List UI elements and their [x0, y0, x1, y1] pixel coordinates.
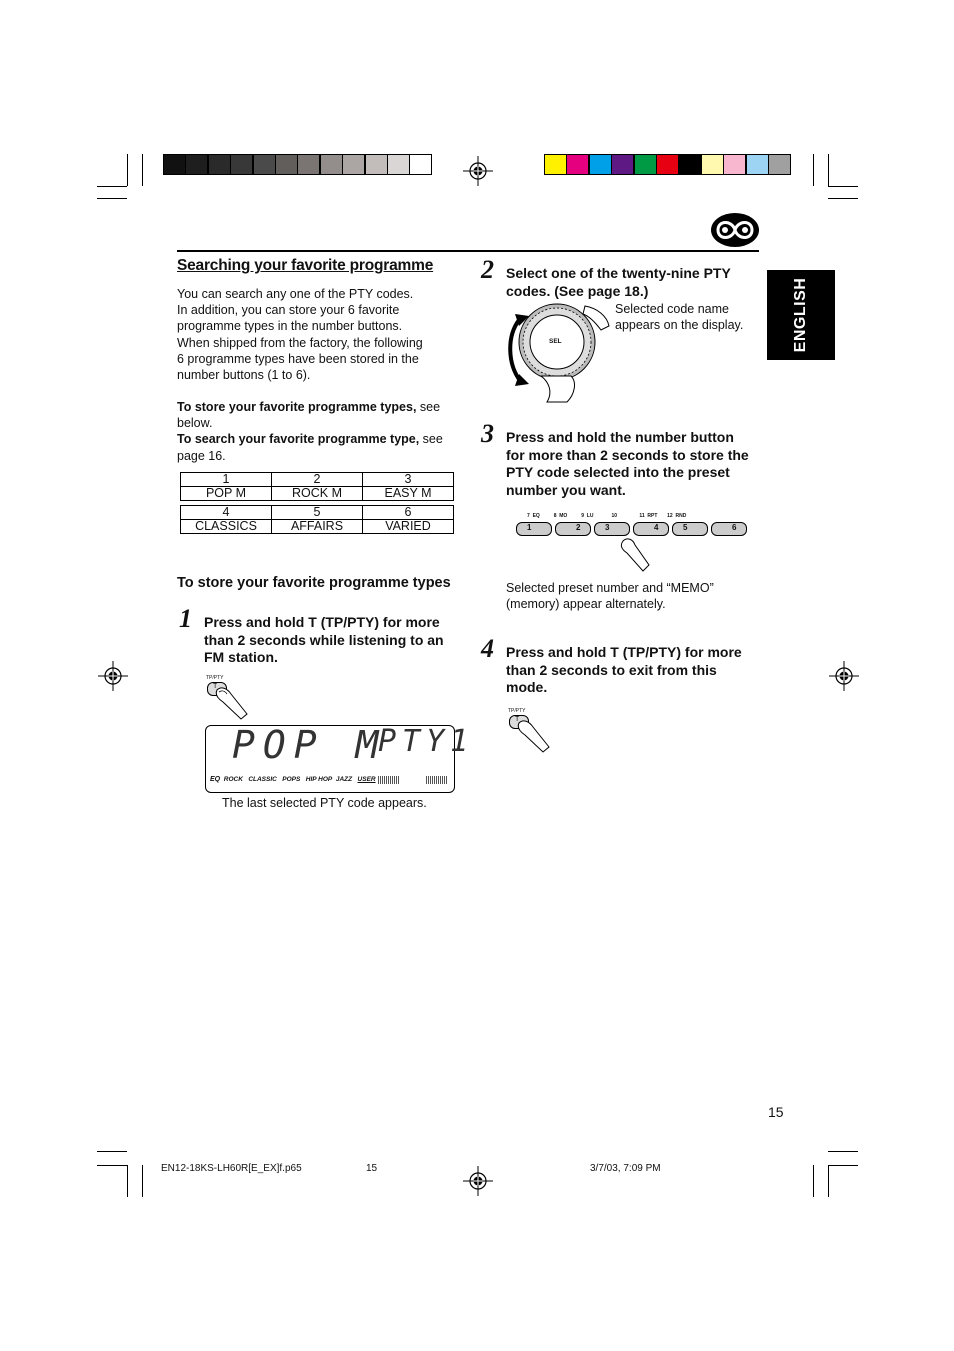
- preset-button-2[interactable]: 2: [555, 522, 591, 536]
- preset-number: 3: [363, 473, 454, 487]
- footer-date: 3/7/03, 7:09 PM: [590, 1163, 661, 1174]
- finger-icon: [619, 537, 655, 573]
- preset-number: 5: [272, 506, 363, 520]
- preset-number: 4: [181, 506, 272, 520]
- step1-instruction: Press and hold T (TP/PTY) for more than 2 seconds while listening to an FM station.: [204, 614, 444, 666]
- eq-label-row: EQ ROCK CLASSIC POPS HIP HOP JAZZ USER: [210, 776, 376, 783]
- crop-mark: [97, 1151, 127, 1152]
- color-swatch: [723, 154, 746, 175]
- step-number: 2: [481, 255, 494, 284]
- tp-pty-button[interactable]: T: [509, 715, 529, 729]
- preset-name: ROCK M: [272, 487, 363, 501]
- gray-swatch: [320, 154, 343, 175]
- display-panel: [205, 723, 475, 793]
- display-sub-text: PTY1: [378, 724, 475, 759]
- color-swatch: [589, 154, 612, 175]
- preset-number: 6: [363, 506, 454, 520]
- preset-name: CLASSICS: [181, 520, 272, 534]
- section-title: Searching your favorite programme: [177, 257, 434, 274]
- color-swatch: [746, 154, 769, 175]
- footer-page: 15: [366, 1163, 378, 1174]
- registration-mark-icon: [463, 1166, 493, 1196]
- gray-swatch: [185, 154, 208, 175]
- tp-pty-button[interactable]: T: [207, 682, 227, 696]
- store-reference: To store your favorite programme types, see: [177, 400, 441, 414]
- gray-swatch: [387, 154, 410, 175]
- button-caption: TP/PTY: [508, 708, 526, 714]
- crop-mark: [828, 198, 858, 199]
- gray-swatch: [275, 154, 298, 175]
- crop-mark: [813, 1165, 814, 1197]
- step-number: 4: [481, 634, 494, 663]
- gray-swatch: [297, 154, 320, 175]
- button-caption: TP/PTY: [206, 675, 224, 681]
- crop-mark: [97, 186, 127, 187]
- intro-line: In addition, you can store your 6 favorite: [177, 303, 400, 318]
- crop-mark: [127, 154, 128, 186]
- crop-mark: [142, 1165, 143, 1197]
- color-swatch: [544, 154, 567, 175]
- intro-paragraph: [177, 286, 452, 383]
- intro-line: programme types in the number buttons.: [177, 319, 403, 334]
- intro-line: number buttons (1 to 6).: [177, 368, 311, 383]
- language-tab: [767, 270, 835, 360]
- level-meter-left: [378, 776, 400, 784]
- registration-mark-icon: [98, 661, 128, 691]
- intro-line: You can search any one of the PTY codes.: [177, 287, 414, 301]
- preset-table-row2: [180, 505, 454, 534]
- color-swatch: [678, 154, 701, 175]
- crop-mark: [828, 186, 858, 187]
- search-reference-line2: page 16.: [177, 448, 226, 463]
- crop-mark: [127, 1165, 128, 1197]
- crop-mark: [97, 198, 127, 199]
- registration-mark-icon: [463, 156, 493, 186]
- preset-number: 1: [181, 473, 272, 487]
- step2-instruction: Select one of the twenty-nine PTY codes. (See page 18.): [506, 265, 731, 299]
- tp-pty-button-illustration: [507, 707, 557, 755]
- preset-name: AFFAIRS: [272, 520, 363, 534]
- color-swatch: [566, 154, 589, 175]
- footer-file: EN12-18KS-LH60R[E_EX]f.p65: [161, 1163, 302, 1174]
- gray-swatch: [365, 154, 388, 175]
- preset-name: POP M: [181, 487, 272, 501]
- step3-caption: Selected preset number and “MEMO” (memory) appear alternately.: [506, 581, 714, 611]
- header-rule: [177, 250, 759, 252]
- finger-icon: [517, 719, 551, 753]
- radio-section-icon: [710, 212, 760, 248]
- cross-references: [177, 399, 457, 464]
- store-reference-line2: below.: [177, 416, 213, 431]
- sel-knob-illustration: [505, 302, 613, 408]
- color-swatch: [701, 154, 724, 175]
- sel-knob-label[interactable]: SEL: [549, 338, 562, 345]
- display-caption: The last selected PTY code appears.: [222, 796, 427, 810]
- preset-button-3[interactable]: 3: [594, 522, 630, 536]
- crop-mark: [828, 154, 829, 186]
- subsection-title: To store your favorite programme types: [177, 575, 451, 591]
- step-number: 3: [481, 419, 494, 448]
- gray-swatch: [230, 154, 253, 175]
- gray-swatch: [342, 154, 365, 175]
- level-meter-right: [426, 776, 448, 784]
- preset-name: EASY M: [363, 487, 454, 501]
- language-tab-label: ENGLISH: [792, 277, 809, 353]
- crop-mark: [828, 1151, 858, 1152]
- display-main-text: POP M: [232, 723, 387, 767]
- search-reference: To search your favorite programme type, see: [177, 432, 443, 447]
- tp-pty-button-illustration: [205, 674, 255, 722]
- button-top-labels: 7 EQ 8 MO 9 LU 10 11 RPT 12 RND: [527, 513, 687, 519]
- step2-note: Selected code name appears on the display.: [615, 302, 744, 332]
- crop-mark: [813, 154, 814, 186]
- preset-button-4[interactable]: 4: [633, 522, 669, 536]
- step-number: 1: [179, 604, 192, 633]
- registration-mark-icon: [829, 661, 859, 691]
- step4-instruction: Press and hold T (TP/PTY) for more than 2 seconds to exit from this mode.: [506, 644, 742, 696]
- page-number: 15: [768, 1104, 784, 1120]
- intro-line: 6 programme types have been stored in the: [177, 351, 419, 366]
- crop-mark: [828, 1165, 829, 1197]
- finger-icon: [215, 686, 249, 720]
- step3-instruction: Press and hold the number button for more than 2 seconds to store the PTY code selected into the preset number you want.: [506, 429, 749, 498]
- preset-number: 2: [272, 473, 363, 487]
- crop-mark: [142, 154, 143, 186]
- color-swatch: [634, 154, 657, 175]
- gray-swatch: [208, 154, 231, 175]
- crop-mark: [828, 1165, 858, 1166]
- number-buttons-illustration: [515, 513, 755, 573]
- crop-mark: [97, 1165, 127, 1166]
- gray-swatch: [409, 154, 432, 175]
- gray-swatch: [163, 154, 186, 175]
- intro-line: When shipped from the factory, the following: [177, 335, 423, 350]
- color-swatch: [611, 154, 634, 175]
- preset-button-6[interactable]: 6: [711, 522, 747, 536]
- preset-button-1[interactable]: 1: [516, 522, 552, 536]
- preset-name: VARIED: [363, 520, 454, 534]
- color-swatch: [656, 154, 679, 175]
- color-swatch: [768, 154, 791, 175]
- preset-table-row1: [180, 472, 454, 501]
- preset-button-5[interactable]: 5: [672, 522, 708, 536]
- gray-swatch: [253, 154, 276, 175]
